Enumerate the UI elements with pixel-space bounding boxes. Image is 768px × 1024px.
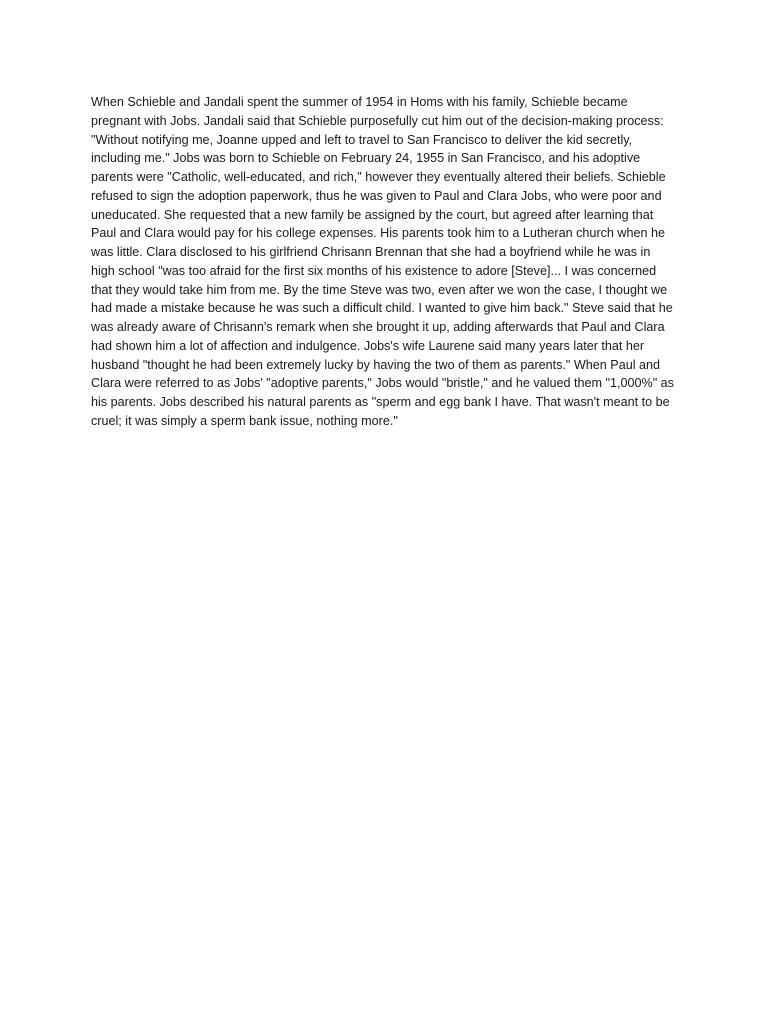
paragraph-line: had made a mistake because he was such a difficult child. I wanted to give him back." Steve said that he — [91, 301, 673, 316]
paragraph-line: refused to sign the adoption paperwork, thus he was given to Paul and Clara Jobs, who were poor and — [91, 188, 662, 203]
paragraph-line: high school "was too afraid for the first six months of his existence to adore [Steve]... I was concerned — [91, 263, 657, 278]
paragraph-line: "Without notifying me, Joanne upped and left to travel to San Francisco to deliver the kid secretly, — [91, 132, 633, 147]
paragraph-line: that they would take him from me. By the time Steve was two, even after we won the case, I thought we — [91, 282, 668, 297]
paragraph-line: cruel; it was simply a sperm bank issue, nothing more." — [91, 413, 398, 428]
paragraph-line: pregnant with Jobs. Jandali said that Schieble purposefully cut him out of the decision-making process: — [91, 113, 664, 128]
paragraph-line: When Schieble and Jandali spent the summer of 1954 in Homs with his family, Schieble became — [91, 95, 628, 109]
paragraph-line: his parents. Jobs described his natural parents as "sperm and egg bank I have. That wasn't meant to be — [91, 395, 670, 409]
paragraph-line: Clara were referred to as Jobs' "adoptive parents," Jobs would "bristle," and he valued them "1,000%" as — [91, 376, 674, 391]
paragraph-line: husband "thought he had been extremely lucky by having the two of them as parents." When Paul and — [91, 357, 661, 372]
paragraph-line: had shown him a lot of affection and indulgence. Jobs's wife Laurene said many years later that her — [91, 338, 645, 353]
paragraph-line: was already aware of Chrisann's remark when she brought it up, adding afterwards that Paul and Clara — [91, 320, 665, 334]
paragraph-line: uneducated. She requested that a new family be assigned by the court, but agreed after learning that — [91, 207, 654, 222]
paragraph-line: parents were "Catholic, well-educated, and rich," however they eventually altered their beliefs. Schieble — [91, 170, 666, 184]
paragraph-line: was little. Clara disclosed to his girlfriend Chrisann Brennan that she had a boyfriend while he was in — [91, 245, 651, 259]
body-paragraph — [91, 93, 691, 431]
paragraph-line: including me." Jobs was born to Schieble on February 24, 1955 in San Francisco, and his adoptive — [91, 151, 641, 166]
paragraph-line: Paul and Clara would pay for his college expenses. His parents took him to a Lutheran church when he — [91, 226, 666, 241]
